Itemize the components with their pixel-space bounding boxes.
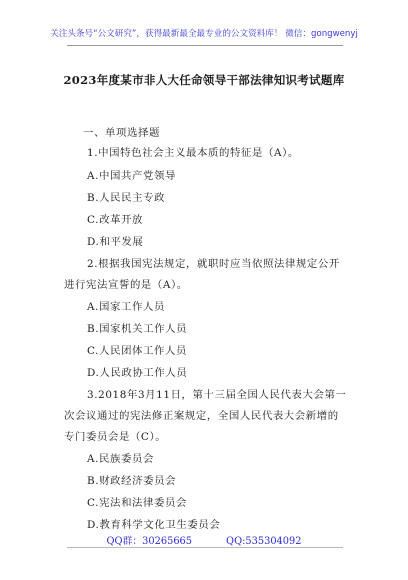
question-2-option-a: A.国家工作人员 [87, 301, 165, 313]
page-footer [0, 533, 408, 547]
question-3-option-a: A.民族委员会 [87, 453, 154, 465]
footer-qq-group: QQ群：30265665 [106, 536, 193, 547]
question-3-stem-line-2: 次会议通过的宪法修正案规定，全国人民代表大会新增的 [64, 410, 339, 422]
question-1-option-c: C.改革开放 [87, 214, 144, 226]
question-2-stem-line-1: 2.根据我国宪法规定，就职时应当依照法律规定公开 [87, 258, 340, 270]
page-header-promo: 关注头条号“公文研究”，获得最新最全最专业的公文资料库！ 微信：gongwenyj [50, 29, 358, 39]
question-2-stem-line-2: 进行宪法宣誓的是（A）。 [64, 279, 188, 291]
question-3-stem-line-1: 3.2018年3月11日，第十三届全国人民代表大会第一 [87, 389, 347, 401]
document-title: 2023年度某市非人大任命领导干部法律知识考试题库 [63, 73, 345, 87]
question-1-option-b: B.人民民主专政 [87, 192, 166, 204]
section-heading: 一、单项选择题 [83, 127, 160, 139]
question-3-option-d: D.教育科学文化卫生委员会 [87, 519, 221, 531]
question-2-option-d: D.人民政协工作人员 [87, 367, 188, 379]
footer-divider [67, 547, 343, 548]
question-2-option-b: B.国家机关工作人员 [87, 323, 188, 335]
question-1-option-a: A.中国共产党领导 [87, 170, 176, 182]
question-2-option-c: C.人民团体工作人员 [87, 345, 188, 357]
question-3-stem-line-3: 专门委员会是（C）。 [64, 431, 167, 443]
header-divider [67, 45, 343, 46]
question-3-option-c: C.宪法和法律委员会 [87, 497, 188, 509]
question-3-option-b: B.财政经济委员会 [87, 475, 177, 487]
footer-qq: QQ:535304092 [226, 536, 302, 547]
question-1-option-d: D.和平发展 [87, 236, 144, 248]
question-1-stem: 1.中国特色社会主义最本质的特征是（A）。 [87, 147, 299, 159]
